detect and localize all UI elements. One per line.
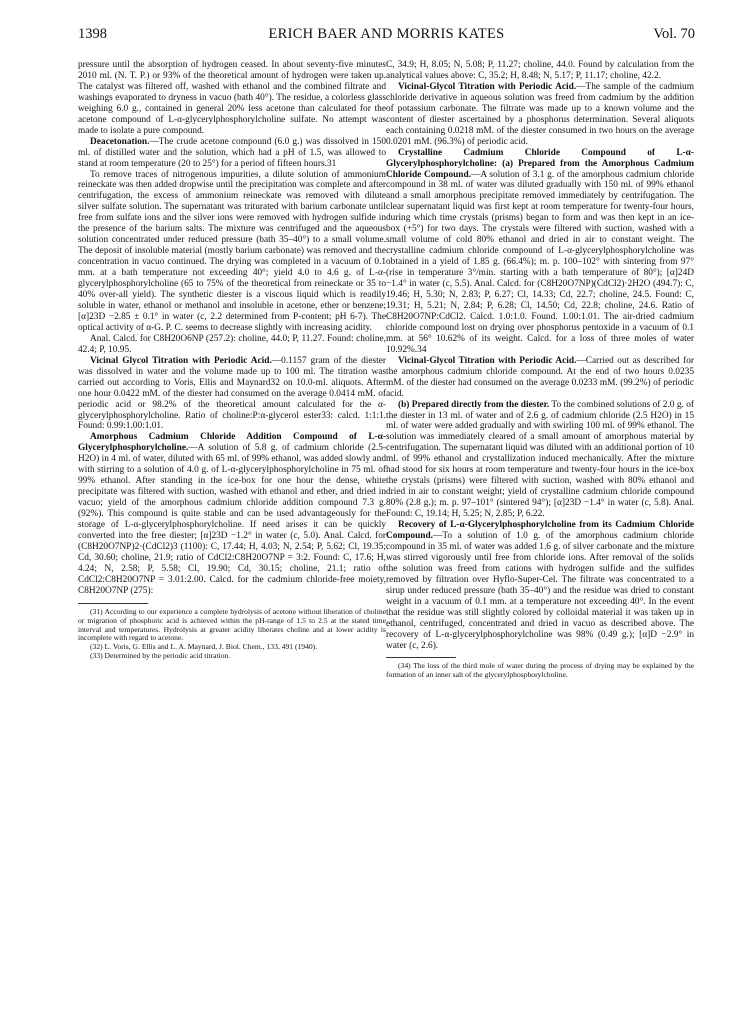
paragraph: Deacetonation.—The crude acetone compound (6.0 g.) was dissolved in 150 ml. of distilled water and the solution, which had a pH of 1.5, was allowed to stand at room temperature (20 to 25°) for a period of fifteen hours.31 bbox=[78, 136, 386, 169]
paragraph: pressure until the absorption of hydrogen ceased. In about seventy-five minutes 2010 ml. (N. T. P.) or 93% of the theoretical amount of hydrogen were taken up. The catalyst was filtered off, washed with ethanol and the combined filtrate and washings evaporated to dryness in vacuo (bath 40°). The residue, a colorless glass weighing 6.0 g., contained in general 20% less acetone than calculated for the acetone compound of L-α-glycerylphosphorylcholine sulfate. No attempt was made to isolate a pure compound. bbox=[78, 60, 386, 136]
paragraph: To remove traces of nitrogenous impurities, a dilute solution of ammonium reineckate was then added dropwise until the precipitation was complete and after centrifugation, the excess of ammonium reineckate was removed with dilute silver sulfate solution. The supernatant was triturated with barium carbonate until free from sulfate ions and the silver ions were removed with hydrogen sulfide in the presence of the barium salts. The mixture was centrifuged and the aqueous solution concentrated under reduced pressure (bath 35–40°) to a small volume. The deposit of insoluble material (mostly barium carbonate) was removed and the concentration in vacuo continued. The drying was completed in a vacuum of 0.1 mm. at a bath temperature not exceeding 40°; yield 4.0 to 4.6 g. of L-α-glycerylphosphorylcholine (65 to 75% of the theoretical from reineckate or 35 to 40% over-all yield). The synthetic diester is a viscous liquid which is readily soluble in water, ethanol or methanol and insoluble in acetone, ether or benzene; [α]23D −2.85 ± 0.1° in water (c, 2.2 determined from P-content; pH 6-7). The optical activity of α-G. P. C. seems to decrease slightly with increasing acidity. bbox=[78, 169, 386, 333]
run-in-heading: Recovery of L-α-Glycerylphosphorylcholine from its Cadmium Chloride Compound. bbox=[386, 520, 694, 541]
right-column bbox=[386, 60, 694, 680]
volume-label: Vol. 70 bbox=[653, 26, 695, 42]
run-in-heading: (b) Prepared directly from the diester. bbox=[398, 399, 550, 410]
footnote-rule bbox=[78, 603, 148, 604]
run-in-heading: Vicinal Glycol Titration with Periodic Acid. bbox=[90, 355, 272, 366]
footnote: (34) The loss of the third mole of water during the process of drying may be explained by the formation of an inner salt of the glycerylphosphorylcholine. bbox=[386, 661, 694, 680]
paragraph: Anal. Calcd. for C8H20O6NP (257.2): choline, 44.0; P, 11.27. Found: choline, 42.4; P, 10.95. bbox=[78, 333, 386, 355]
run-in-heading: Amorphous Cadmium Chloride Addition Compound of L-α-Glycerylphosphorylcholine. bbox=[78, 432, 386, 454]
paragraph: Vicinal-Glycol Titration with Periodic Acid.—The sample of the cadmium chloride derivative in aqueous solution was freed from cadmium by the addition of potassium carbonate. The filtrate was made up to a known volume and the content of diester ascertained by a phosphorus determination. Several aliquots each containing 0.0218 mM. of the diester consumed in two hours on the average 0.0201 mM. (96.3%) of periodic acid. bbox=[386, 81, 694, 147]
footnote: (32) L. Voris, G. Ellis and L. A. Maynard, J. Biol. Chem., 133, 491 (1940). bbox=[90, 642, 318, 652]
footnote: (33) Determined by the periodic acid titration. bbox=[90, 651, 231, 661]
page-number: 1398 bbox=[78, 26, 107, 42]
run-in-heading: Vicinal-Glycol Titration with Periodic Acid. bbox=[398, 81, 577, 92]
paragraph: Vicinal-Glycol Titration with Periodic Acid.—Carried out as described for the amorphous cadmium chloride compound. At the end of two hours 0.0235 mM. of the diester had consumed on the average 0.0233 mM. (99.2%) of periodic acid. bbox=[386, 355, 694, 399]
paragraph: (b) Prepared directly from the diester. To the combined solutions of 2.0 g. of the diester in 13 ml. of water and of 2.6 g. of cadmium chloride (2.5 H2O) in 15 ml. of water were added gradually and with swirling 100 ml. of 99% ethanol. The solution was immediately cleared of a small amount of amorphous material by centrifugation. The supernatant liquid was diluted with an additional portion of 10 ml. of 99% ethanol and crystallization induced mechanically. After the mixture had stood for six hours at room temperature and twenty-four hours in the ice-box the crystals (prisms) were filtered with suction, washed with 80% ethanol and dried in air to constant weight; yield of crystalline cadmium chloride compound 80% (2.8 g.); m. p. 97–101° (sintered 94°); [α]23D −1.4° in water (c, 5.8). Anal. Found: C, 19.14; H, 5.25; N, 2.85; P, 6.22. bbox=[386, 399, 694, 520]
paragraph: Recovery of L-α-Glycerylphosphorylcholine from its Cadmium Chloride Compound.—To a solution of 1.0 g. of the amorphous cadmium chloride compound in 35 ml. of water was added 1.6 g. of silver carbonate and the mixture was stirred vigorously until free from chloride ions. After removal of the solids the solution was freed from cations with hydrogen sulfide and the sulfides removed by filtration over Hyflo-Super-Cel. The filtrate was concentrated to a sirup under reduced pressure (bath 35–40°) and the residue was dried to constant weight in a vacuum of 0.1 mm. at a temperature not exceeding 40°. In the event that the residue was still slightly colored by colloidal material it was taken up in ethanol, centrifuged, concentrated and dried in vacuo as described above. The recovery of L-α-glycerylphosphorylcholine was 98% (0.49 g.); [α]D −2.9° in water (c, 2.6). bbox=[386, 520, 694, 651]
paragraph: C, 34.9; H, 8.05; N, 5.08; P, 11.27; choline, 44.0. Found by calculation from the analytical values above: C, 35.2; H, 8.48; N, 5.17; P, 11.17; choline, 42.2. bbox=[386, 60, 694, 81]
run-in-heading: Vicinal-Glycol Titration with Periodic Acid. bbox=[398, 355, 577, 366]
run-in-heading: Deacetonation. bbox=[90, 136, 150, 147]
paragraph: Amorphous Cadmium Chloride Addition Compound of L-α-Glycerylphosphorylcholine.—A solution of 5.8 g. of cadmium chloride (2.5-H2O) in 4 ml. of water, diluted with 65 ml. of 99% ethanol, was added slowly and with stirring to a solution of 4.0 g. of L-α-glycerylphosphorylcholine in 75 ml. of 99% ethanol. After standing in the ice-box for one hour the dense, white precipitate was filtered with suction, washed with ethanol and ether, and dried in vacuo; yield of the amorphous cadmium chloride addition compound 7.3 g. (92%). This compound is quite stable and can be used advantageously for the storage of L-α-glycerylphosphorylcholine. If need arises it can be quickly converted into the free diester; [α]23D −1.2° in water (c, 5.0). Anal. Calcd. for (C8H20O7NP)2·(CdCl2)3 (1100): C, 17.44; H, 4.03; N, 2.54; P, 5.62; Cl, 19.35; Cd, 30.60; choline, 21.9; ratio of CdCl2:C8H20O7NP = 3:2. Found: C, 17.6; H, 4.24; N, 2.58; P, 5.58; Cl, 19.90; Cd, 30.15; choline, 21.1; ratio of CdCl2:C8H20O7NP = 3.01:2.00. Calcd. for the cadmium chloride-free moiety, C8H20O7NP (275): bbox=[78, 432, 386, 596]
footnote-rule bbox=[386, 657, 456, 658]
footnote: (31) According to our experience a complete hydrolysis of acetone without liberation of choline or migration of phosphoric acid is achieved within the pH-range of 1.5 to 2.5 at the stated time interval and temperatures. Hydrolysis at greater acidity liberates choline and at lower acidity is incomplete with regard to acetone. bbox=[78, 606, 386, 643]
page-header bbox=[78, 26, 695, 46]
running-head-authors: ERICH BAER AND MORRIS KATES bbox=[268, 26, 505, 42]
paragraph: Vicinal Glycol Titration with Periodic Acid.—0.1157 gram of the diester was dissolved in water and the volume made up to 100 ml. The titration was carried out according to Voris, Ellis and Maynard32 on 10.0-ml. aliquots. After one hour 0.0422 mM. of the diester had consumed on the average 0.0414 mM. of periodic acid or 98.2% of the theoretical amount calculated for the α-glycerylphosphorylcholine. Ratio of choline:P:α-glycerol ester33: calcd. 1:1:1. Found: 0.99:1.00:1.01. bbox=[78, 355, 387, 432]
run-in-heading: Crystalline Cadmium Chloride Compound of L-α-Glycerylphosphorylcholine: (a) Prepared from the Amorphous Cadmium Chloride Compound. bbox=[386, 147, 694, 180]
paragraph: Crystalline Cadmium Chloride Compound of L-α-Glycerylphosphorylcholine: (a) Prepared from the Amorphous Cadmium Chloride Compound.—A solution of 3.1 g. of the amorphous cadmium chloride compound in 38 ml. of water was diluted gradually with 150 ml. of 99% ethanol and a small amorphous precipitate removed immediately by centrifugation. The clear supernatant liquid was first kept at room temperature for twenty-four hours, during which time crystals (prisms) began to form and was then kept in an ice-box (+5°) for two days. The crystals were filtered with suction, washed with a small volume of cold 80% ethanol and dried in air to constant weight. The crystalline cadmium chloride compound of L-α-glycerylphosphorylcholine was obtained in a yield of 1.85 g. (66.4%); m. p. 100–102° with sintering from 97° (rise in temperature 3°/min. starting with a bath temperature of 80°); [α]24D −1.4° in water (c, 5.5). Anal. Calcd. for (C8H20O7NP)(CdCl2)·2H2O (494.7): C, 19.46; H, 5.30; N, 2.83; P, 6.27; Cl, 14.33; Cd, 22.7; choline, 24.5. Found: C, 19.31; H, 5.21; N, 2.84; P, 6.28; Cl, 14.50; Cd, 22.8; choline, 24.6. Ratio of C8H20O7NP:CdCl2. Calcd. 1.0:1.0. Found. 1.00:1.01. The air-dried cadmium chloride compound lost on drying over phosphorus pentoxide in a vacuum of 0.1 mm. at 56° 10.62% of its weight. Calcd. for a loss of three moles of water 10.92%.34 bbox=[386, 147, 694, 355]
left-column bbox=[78, 60, 386, 661]
